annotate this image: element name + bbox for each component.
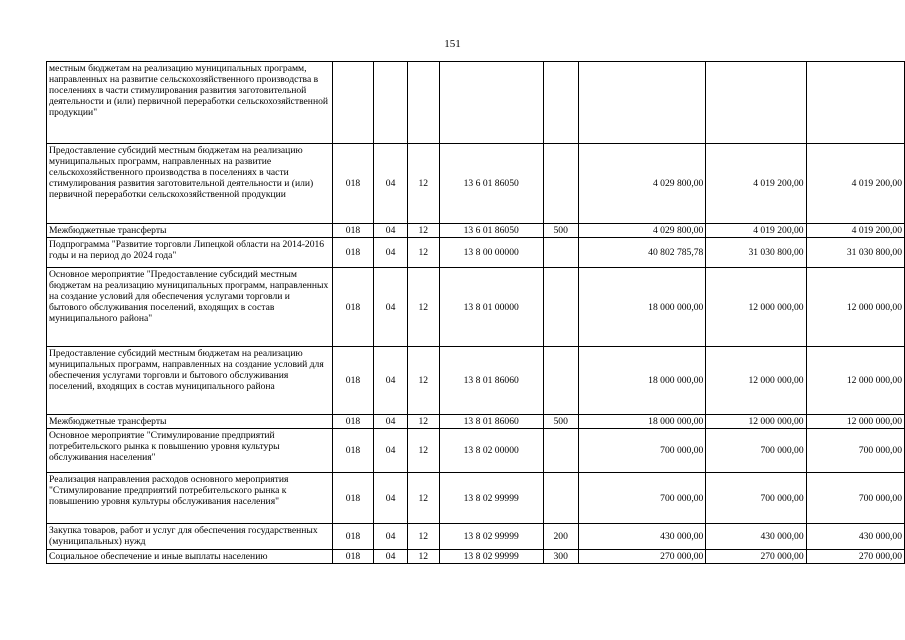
cell-subsection-code: 12 (407, 238, 439, 268)
cell-amount-year1: 700 000,00 (578, 473, 706, 524)
cell-name: Предоставление субсидий местным бюджетам на реализацию муниципальных программ, направленных на создание условий для обеспечения услугами торговли и бытового обслуживания поселений, входящих в состав муниципального района (47, 347, 333, 415)
cell-section-code: 04 (374, 347, 408, 415)
table-row (47, 347, 905, 415)
cell-amount-year1: 700 000,00 (578, 429, 706, 473)
cell-subsection-code: 12 (407, 144, 439, 224)
cell-target-code (439, 62, 543, 144)
table-row (47, 473, 905, 524)
cell-name: Социальное обеспечение и иные выплаты населению (47, 550, 333, 564)
cell-target-code: 13 8 02 99999 (439, 524, 543, 550)
cell-amount-year2: 700 000,00 (706, 473, 806, 524)
cell-amount-year1: 18 000 000,00 (578, 268, 706, 347)
cell-ministry-code: 018 (332, 268, 374, 347)
cell-amount-year3: 12 000 000,00 (806, 347, 904, 415)
cell-name: Реализация направления расходов основного мероприятия "Стимулирование предприятий потребительского рынка к повышению уровня культуры обслуживания населения" (47, 473, 333, 524)
cell-name: Предоставление субсидий местным бюджетам на реализацию муниципальных программ, направленных на развитие сельскохозяйственного производства в поселениях в части стимулирования развития заготовительной деятельности и (или) первичной переработки сельскохозяйственной продукции (47, 144, 333, 224)
cell-expense-type: 200 (543, 524, 578, 550)
cell-amount-year2: 4 019 200,00 (706, 144, 806, 224)
cell-subsection-code: 12 (407, 268, 439, 347)
cell-amount-year2: 12 000 000,00 (706, 268, 806, 347)
cell-expense-type (543, 268, 578, 347)
cell-section-code: 04 (374, 144, 408, 224)
cell-ministry-code: 018 (332, 473, 374, 524)
cell-ministry-code: 018 (332, 144, 374, 224)
cell-subsection-code: 12 (407, 347, 439, 415)
cell-amount-year2: 700 000,00 (706, 429, 806, 473)
cell-expense-type (543, 429, 578, 473)
cell-target-code: 13 8 00 00000 (439, 238, 543, 268)
table-row (47, 144, 905, 224)
cell-ministry-code: 018 (332, 429, 374, 473)
table-row (47, 524, 905, 550)
cell-section-code: 04 (374, 268, 408, 347)
cell-ministry-code: 018 (332, 415, 374, 429)
cell-amount-year2: 270 000,00 (706, 550, 806, 564)
cell-section-code: 04 (374, 224, 408, 238)
cell-name: Основное мероприятие "Стимулирование предприятий потребительского рынка к повышению уровня культуры обслуживания населения" (47, 429, 333, 473)
cell-target-code: 13 6 01 86050 (439, 144, 543, 224)
cell-amount-year3: 31 030 800,00 (806, 238, 904, 268)
table-row (47, 550, 905, 564)
cell-amount-year2: 4 019 200,00 (706, 224, 806, 238)
cell-amount-year2: 12 000 000,00 (706, 415, 806, 429)
cell-ministry-code (332, 62, 374, 144)
cell-amount-year3: 700 000,00 (806, 429, 904, 473)
page-number: 151 (444, 38, 461, 50)
cell-target-code: 13 8 02 00000 (439, 429, 543, 473)
cell-name: Межбюджетные трансферты (47, 224, 333, 238)
cell-ministry-code: 018 (332, 224, 374, 238)
cell-amount-year2: 430 000,00 (706, 524, 806, 550)
table-row (47, 62, 905, 144)
table-row (47, 224, 905, 238)
cell-ministry-code: 018 (332, 238, 374, 268)
cell-amount-year3: 700 000,00 (806, 473, 904, 524)
budget-table (46, 61, 905, 564)
cell-name: Основное мероприятие "Предоставление субсидий местным бюджетам на реализацию муниципальных программ, направленных на создание условий для обеспечения услугами торговли и бытового обслуживания поселений, входящих в состав муниципального района" (47, 268, 333, 347)
cell-name: Подпрограмма "Развитие торговли Липецкой области на 2014-2016 годы и на период до 2024 года" (47, 238, 333, 268)
cell-subsection-code (407, 62, 439, 144)
cell-amount-year2: 12 000 000,00 (706, 347, 806, 415)
table-row (47, 415, 905, 429)
cell-amount-year1: 40 802 785,78 (578, 238, 706, 268)
cell-section-code: 04 (374, 524, 408, 550)
cell-target-code: 13 6 01 86050 (439, 224, 543, 238)
cell-expense-type (543, 238, 578, 268)
cell-amount-year3: 4 019 200,00 (806, 224, 904, 238)
cell-expense-type (543, 62, 578, 144)
cell-name: Межбюджетные трансферты (47, 415, 333, 429)
cell-amount-year3: 12 000 000,00 (806, 268, 904, 347)
cell-subsection-code: 12 (407, 429, 439, 473)
cell-amount-year1 (578, 62, 706, 144)
cell-target-code: 13 8 01 00000 (439, 268, 543, 347)
cell-subsection-code: 12 (407, 224, 439, 238)
cell-expense-type (543, 347, 578, 415)
cell-amount-year1: 270 000,00 (578, 550, 706, 564)
cell-expense-type: 300 (543, 550, 578, 564)
cell-subsection-code: 12 (407, 473, 439, 524)
cell-name: Закупка товаров, работ и услуг для обеспечения государственных (муниципальных) нужд (47, 524, 333, 550)
cell-target-code: 13 8 01 86060 (439, 347, 543, 415)
cell-subsection-code: 12 (407, 550, 439, 564)
cell-expense-type: 500 (543, 224, 578, 238)
cell-amount-year1: 18 000 000,00 (578, 347, 706, 415)
cell-amount-year1: 430 000,00 (578, 524, 706, 550)
cell-ministry-code: 018 (332, 550, 374, 564)
cell-amount-year3: 4 019 200,00 (806, 144, 904, 224)
cell-section-code: 04 (374, 550, 408, 564)
cell-subsection-code: 12 (407, 524, 439, 550)
cell-amount-year1: 4 029 800,00 (578, 224, 706, 238)
table-row (47, 268, 905, 347)
cell-amount-year3: 430 000,00 (806, 524, 904, 550)
cell-target-code: 13 8 02 99999 (439, 550, 543, 564)
cell-target-code: 13 8 02 99999 (439, 473, 543, 524)
cell-amount-year1: 18 000 000,00 (578, 415, 706, 429)
table-row (47, 238, 905, 268)
cell-amount-year2: 31 030 800,00 (706, 238, 806, 268)
cell-ministry-code: 018 (332, 524, 374, 550)
cell-expense-type (543, 144, 578, 224)
cell-section-code: 04 (374, 238, 408, 268)
table-body (47, 62, 905, 564)
cell-section-code: 04 (374, 415, 408, 429)
cell-target-code: 13 8 01 86060 (439, 415, 543, 429)
cell-section-code (374, 62, 408, 144)
cell-expense-type: 500 (543, 415, 578, 429)
cell-ministry-code: 018 (332, 347, 374, 415)
cell-amount-year3: 270 000,00 (806, 550, 904, 564)
cell-amount-year2 (706, 62, 806, 144)
cell-name: местным бюджетам на реализацию муниципальных программ, направленных на развитие сельскохозяйственного производства в поселениях в части стимулирования развития заготовительной деятельности и (или) первичной переработки сельскохозяйственной продукции" (47, 62, 333, 144)
cell-amount-year3: 12 000 000,00 (806, 415, 904, 429)
cell-section-code: 04 (374, 473, 408, 524)
cell-section-code: 04 (374, 429, 408, 473)
cell-expense-type (543, 473, 578, 524)
cell-amount-year3 (806, 62, 904, 144)
cell-amount-year1: 4 029 800,00 (578, 144, 706, 224)
table-row (47, 429, 905, 473)
cell-subsection-code: 12 (407, 415, 439, 429)
